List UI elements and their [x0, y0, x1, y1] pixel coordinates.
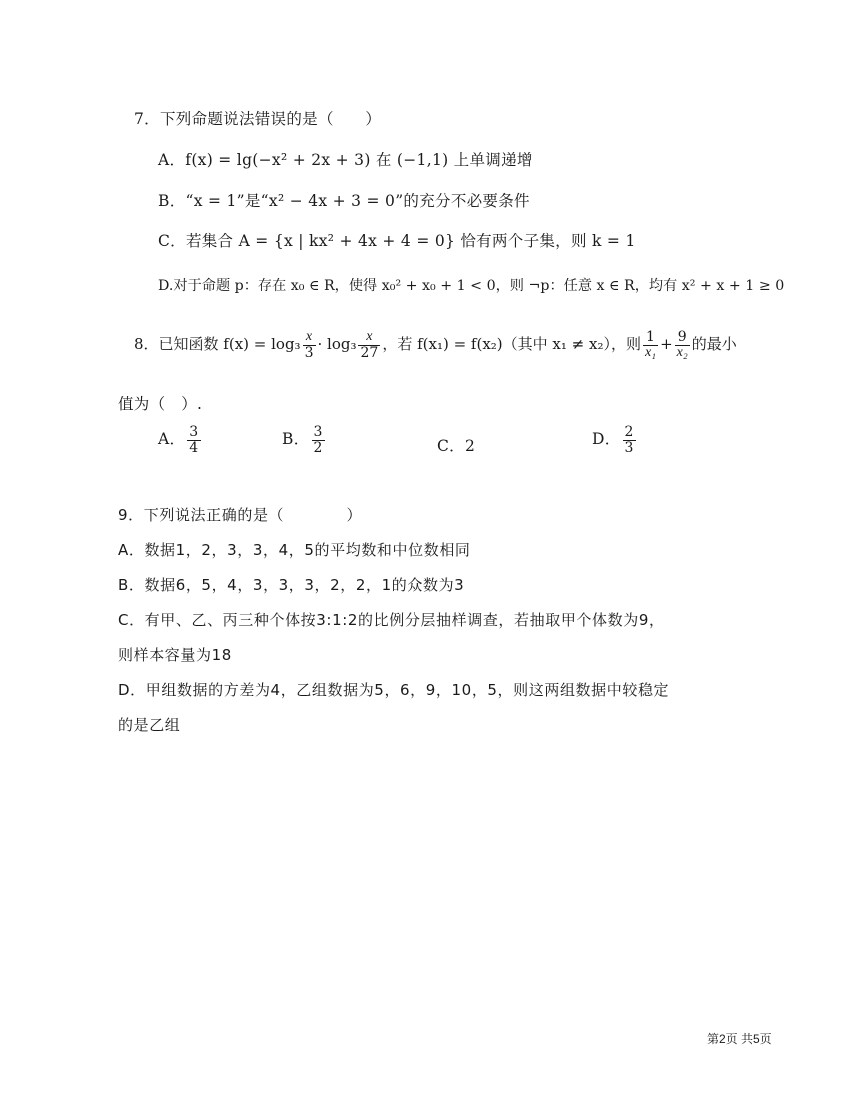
q7-option-a: A．f(x) = lg(−x² + 2x + 3) 在 (−1,1) 上单调递增 — [158, 151, 533, 169]
q8-fraction-9-over-x2: $\frac{9}{\text{x₂}}$ — [676, 329, 688, 360]
q8-stem-mid: ，若 f(x₁) = f(x₂)（其中 x₁ ≠ x₂），则 — [382, 335, 641, 354]
page-number: 第2页 共5页 — [707, 1032, 772, 1046]
q8-stem-line2: 值为（ ）. — [118, 395, 203, 413]
q8-option-b: B． $\frac{3}{2}$ — [282, 424, 323, 456]
q8-dot-log: · log₃ — [317, 335, 357, 354]
q7-option-b: B．“x = 1”是“x² − 4x + 3 = 0”的充分不必要条件 — [158, 192, 530, 210]
q8-stem-prefix: 8．已知函数 f(x) = log₃ — [134, 335, 301, 354]
q8-plus: + — [660, 335, 673, 354]
q8-fraction-x-over-3: $\frac{x}{3}$ — [304, 329, 314, 361]
q7-option-c: C．若集合 A = {x | kx² + 4x + 4 = 0} 恰有两个子集，则 k = 1 — [158, 232, 636, 250]
q7-title: 7．下列命题说法错误的是（ ） — [134, 110, 382, 128]
q8-stem — [134, 330, 737, 360]
q7-option-d: D.对于命题 p：存在 x₀ ∈ R，使得 x₀² + x₀ + 1 < 0，则 ¬p：任意 x ∈ R，均有 x² + x + 1 ≥ 0 — [158, 278, 785, 294]
q9-option-c-line2: 则样本容量为18 — [118, 646, 232, 664]
q9-option-a: A．数据1，2，3，3，4，5的平均数和中位数相同 — [118, 541, 471, 559]
q9-option-c-line1: C．有甲、乙、丙三种个体按3:1:2的比例分层抽样调查，若抽取甲个体数为9， — [118, 611, 665, 629]
q8-option-b-fraction: $\frac{3}{2}$ — [313, 424, 323, 456]
q8-stem-end: 的最小 — [691, 335, 737, 354]
q9-option-d-line1: D．甲组数据的方差为4，乙组数据为5，6，9，10，5，则这两组数据中较稳定 — [118, 681, 670, 699]
q8-fraction-1-over-x1: $\frac{1}{\text{x₁}}$ — [644, 329, 657, 360]
q9-option-b: B．数据6，5，4，3，3，3，2，2，1的众数为3 — [118, 576, 465, 594]
q8-option-a: A． $\frac{3}{4}$ — [158, 424, 199, 456]
q8-option-a-fraction: $\frac{3}{4}$ — [189, 424, 199, 456]
q8-option-d-fraction: $\frac{2}{3}$ — [624, 424, 634, 456]
q8-fraction-x-over-27: $\frac{x}{27}$ — [360, 329, 379, 361]
q8-option-c: C．2 — [437, 437, 476, 455]
q9-title: 9．下列说法正确的是（ ） — [118, 506, 363, 524]
q9-option-d-line2: 的是乙组 — [118, 716, 181, 734]
q8-option-d: D． $\frac{2}{3}$ — [592, 424, 634, 456]
